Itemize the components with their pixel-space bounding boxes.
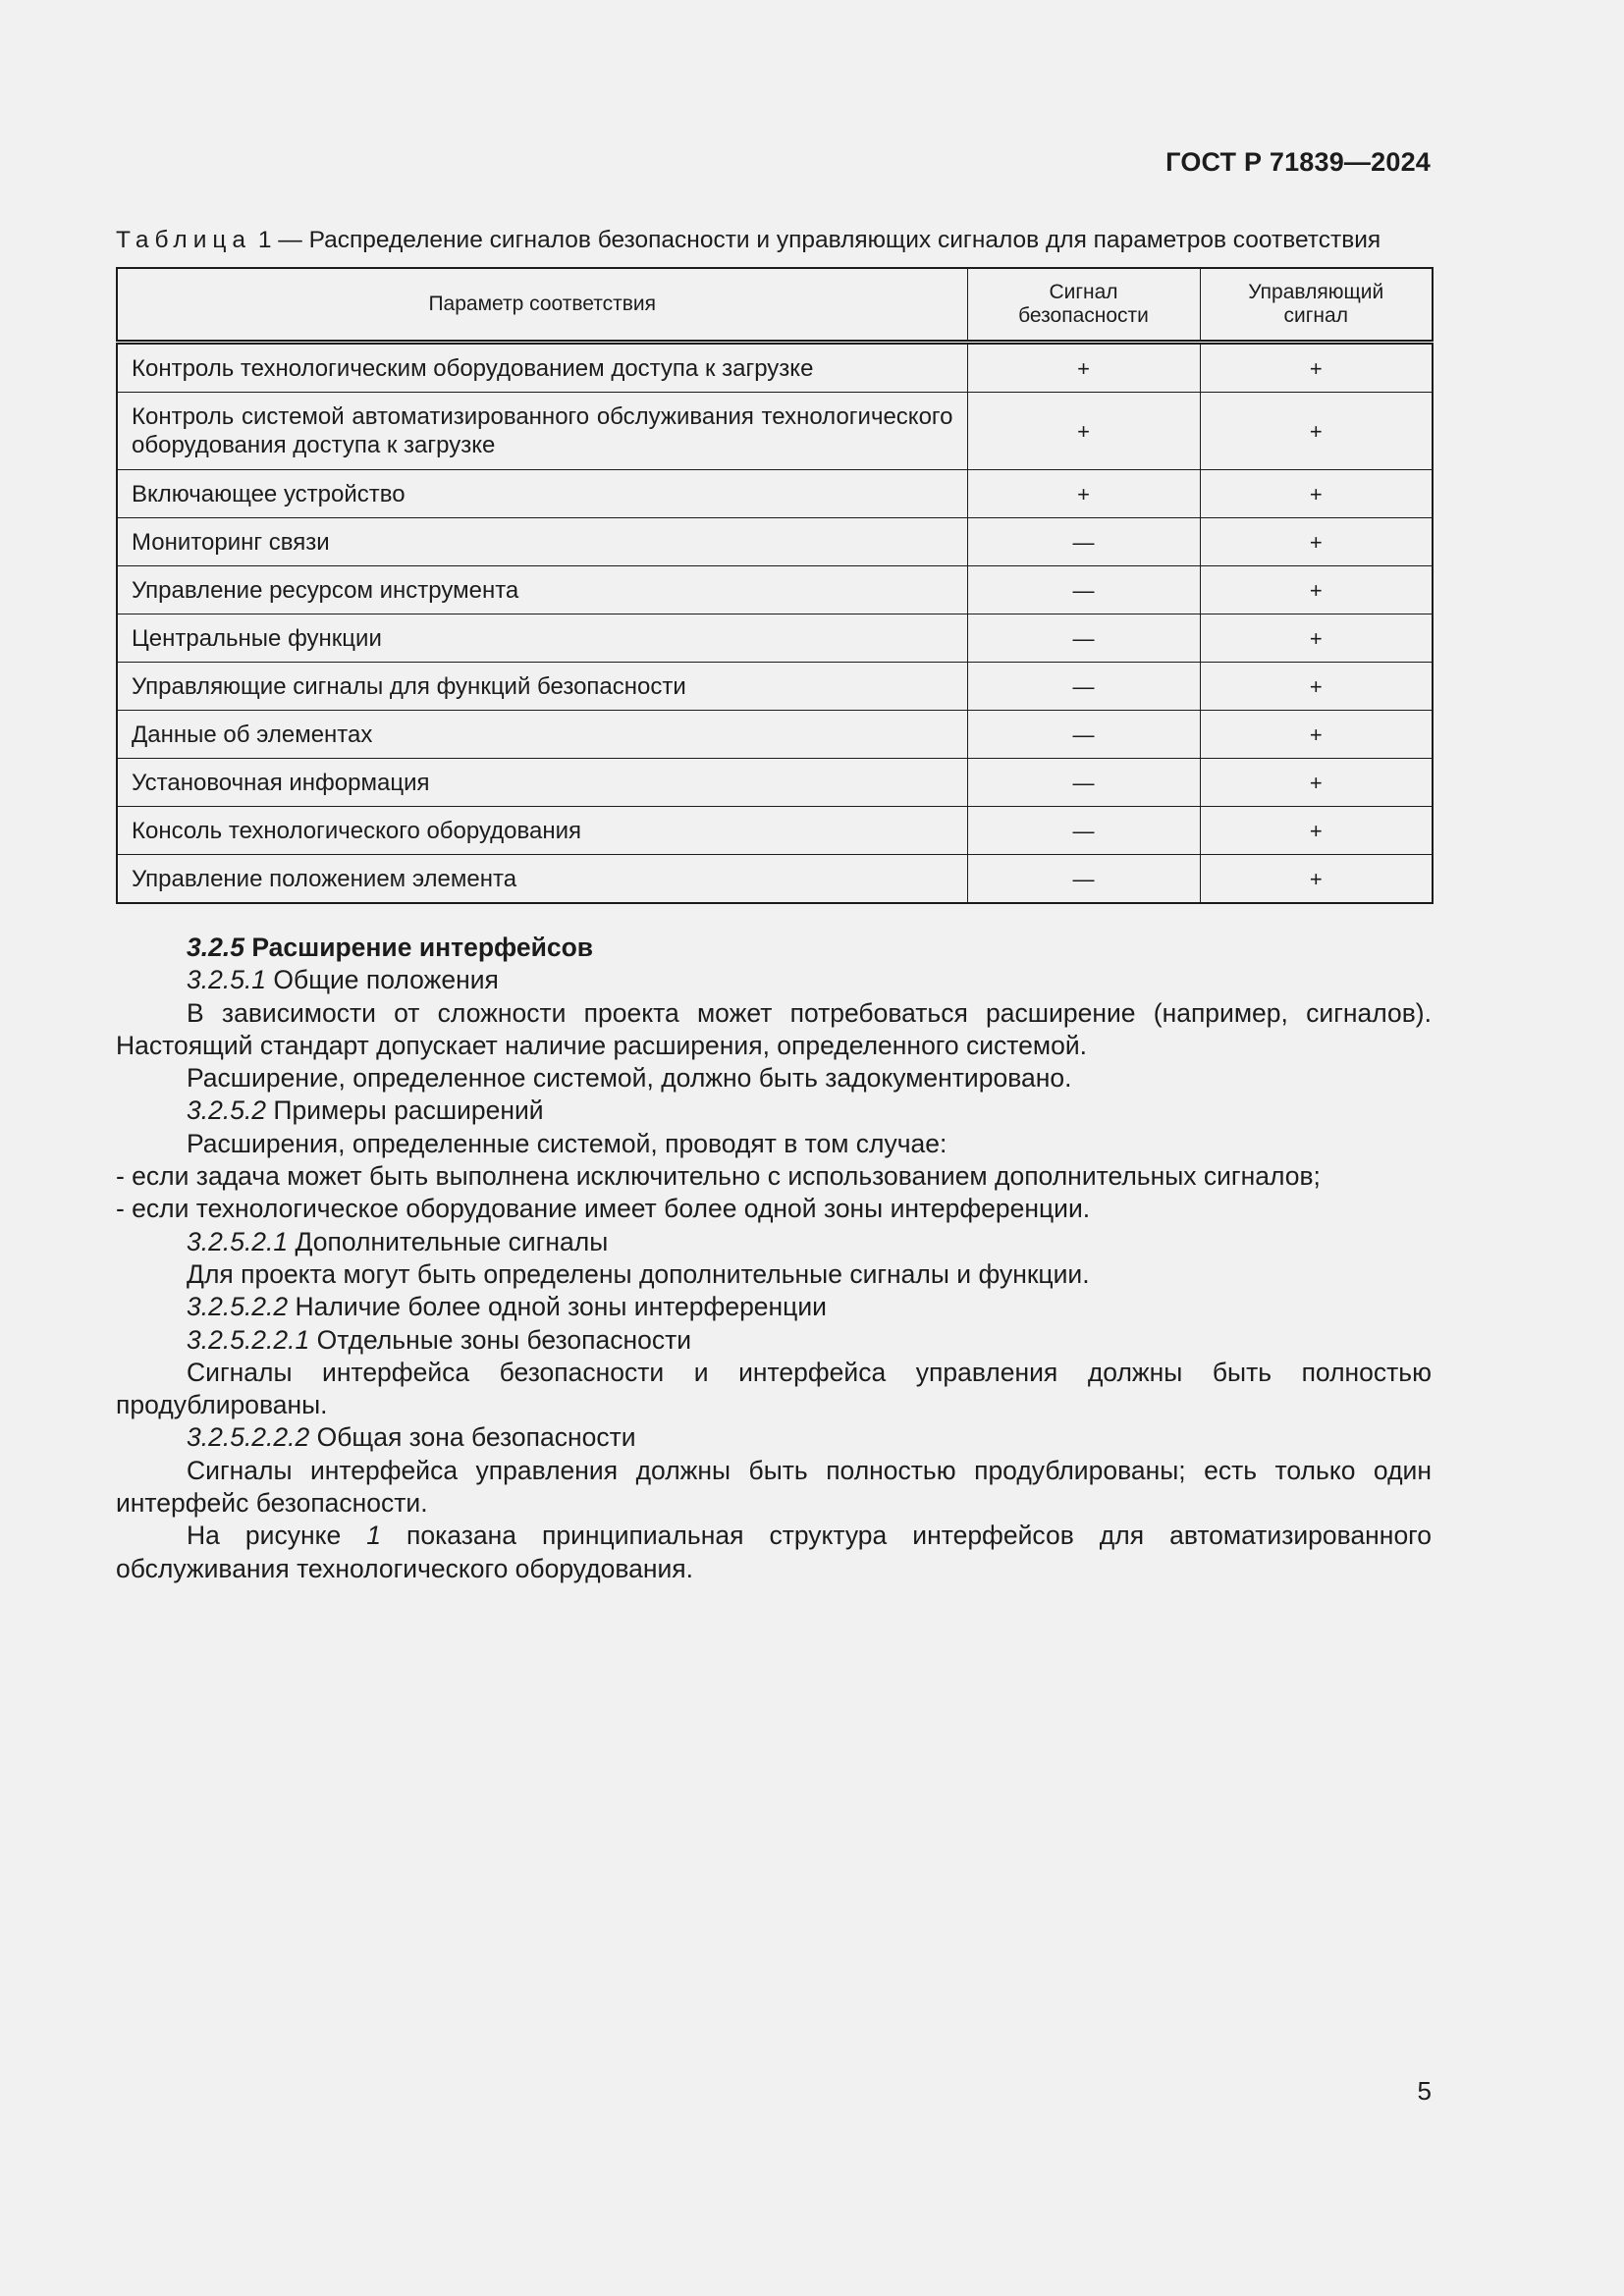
section-title: Расширение интерфейсов — [244, 933, 594, 962]
control-cell: + — [1200, 759, 1433, 807]
control-cell: + — [1200, 711, 1433, 759]
page-number: 5 — [1417, 2076, 1432, 2106]
figure-reference: 1 — [366, 1521, 381, 1551]
param-cell: Центральные функции — [117, 614, 967, 663]
control-cell: + — [1200, 614, 1433, 663]
safety-cell: — — [967, 807, 1200, 855]
safety-cell: — — [967, 518, 1200, 566]
paragraph: Расширение, определенное системой, должно быть задокументировано. — [187, 1063, 1072, 1094]
param-cell: Данные об элементах — [117, 711, 967, 759]
section-title: Дополнительные сигналы — [288, 1226, 609, 1256]
table-row — [117, 518, 1433, 566]
section-heading-3-2-5 — [116, 932, 1432, 964]
control-cell: + — [1200, 343, 1433, 393]
section-heading-3-2-5-2-2 — [116, 1291, 1432, 1323]
safety-cell: — — [967, 614, 1200, 663]
control-cell: + — [1200, 807, 1433, 855]
paragraph-text: показана принципиальная структура интерфейсов для автоматизированного обслуживания технологического оборудования. — [116, 1521, 1433, 1583]
control-cell: + — [1200, 393, 1433, 470]
signals-table — [116, 267, 1434, 904]
safety-cell: — — [967, 759, 1200, 807]
section-number: 3.2.5.2.2.2 — [187, 1422, 310, 1453]
section-heading-3-2-5-2 — [116, 1095, 1432, 1127]
table-row — [117, 855, 1433, 904]
table-caption-text: 1 — Распределение сигналов безопасности и управляющих сигналов для параметров соответствия — [251, 227, 1381, 253]
document-id: ГОСТ Р 71839—2024 — [1165, 147, 1431, 177]
control-cell: + — [1200, 518, 1433, 566]
list-item: - если задача может быть выполнена исключительно с использованием дополнительных сигналов; — [116, 1161, 1321, 1192]
param-cell: Управление ресурсом инструмента — [117, 566, 967, 614]
table-row — [117, 343, 1433, 393]
header-parameter: Параметр соответствия — [117, 268, 967, 343]
table-row — [117, 614, 1433, 663]
safety-cell: — — [967, 855, 1200, 904]
control-cell: + — [1200, 663, 1433, 711]
paragraph: Расширения, определенные системой, проводят в том случае: — [187, 1128, 947, 1158]
paragraph: В зависимости от сложности проекта может потребоваться расширение (например, сигналов). Настоящий стандарт допускает наличие расширения, определенного системой. — [116, 997, 1432, 1060]
safety-cell: + — [967, 393, 1200, 470]
section-number: 3.2.5.2.2.1 — [187, 1324, 310, 1355]
table-caption — [116, 227, 1380, 254]
section-title: Отдельные зоны безопасности — [309, 1324, 692, 1355]
table-row — [117, 470, 1433, 518]
table-row — [117, 759, 1433, 807]
list-item: - если технологическое оборудование имеет более одной зоны интерференции. — [116, 1194, 1091, 1224]
table-caption-label: Таблица — [116, 227, 252, 253]
header-control-signal — [1200, 268, 1433, 343]
section-number: 3.2.5.1 — [187, 965, 267, 995]
section-number: 3.2.5.2 — [187, 1095, 267, 1126]
param-cell: Мониторинг связи — [117, 518, 967, 566]
section-number: 3.2.5.2.1 — [187, 1226, 289, 1256]
section-title: Наличие более одной зоны интерференции — [288, 1292, 827, 1322]
param-cell: Контроль системой автоматизированного обслуживания технологического оборудования доступа к загрузке — [117, 393, 967, 470]
safety-cell: — — [967, 566, 1200, 614]
safety-cell: — — [967, 711, 1200, 759]
header-control-signal-text: Управляющий сигнал — [1248, 281, 1384, 327]
safety-cell: + — [967, 470, 1200, 518]
param-cell: Установочная информация — [117, 759, 967, 807]
safety-cell: — — [967, 663, 1200, 711]
paragraph-figure-ref — [116, 1520, 1432, 1585]
table-row — [117, 663, 1433, 711]
document-body — [116, 932, 1432, 1585]
table-row — [117, 393, 1433, 470]
table-header-row — [117, 268, 1433, 343]
table-row — [117, 807, 1433, 855]
param-cell: Контроль технологическим оборудованием доступа к загрузке — [117, 343, 967, 393]
param-cell: Консоль технологического оборудования — [117, 807, 967, 855]
section-heading-3-2-5-2-2-2 — [116, 1421, 1432, 1454]
control-cell: + — [1200, 566, 1433, 614]
section-number: 3.2.5.2.2 — [187, 1292, 289, 1322]
control-cell: + — [1200, 855, 1433, 904]
control-cell: + — [1200, 470, 1433, 518]
section-title: Общая зона безопасности — [309, 1422, 636, 1453]
section-number: 3.2.5 — [187, 933, 244, 962]
section-title: Примеры расширений — [266, 1095, 544, 1126]
safety-cell: + — [967, 343, 1200, 393]
paragraph: Для проекта могут быть определены дополнительные сигналы и функции. — [187, 1258, 1090, 1289]
section-heading-3-2-5-1 — [116, 964, 1432, 996]
paragraph-text: На рисунке — [187, 1521, 367, 1551]
param-cell: Управляющие сигналы для функций безопасности — [117, 663, 967, 711]
table-row — [117, 566, 1433, 614]
paragraph: Сигналы интерфейса безопасности и интерфейса управления должны быть полностью продублированы. — [116, 1357, 1432, 1420]
section-heading-3-2-5-2-2-1 — [116, 1324, 1432, 1357]
param-cell: Управление положением элемента — [117, 855, 967, 904]
section-title: Общие положения — [266, 965, 499, 995]
param-cell: Включающее устройство — [117, 470, 967, 518]
header-safety-signal — [967, 268, 1200, 343]
table-row — [117, 711, 1433, 759]
section-heading-3-2-5-2-1 — [116, 1226, 1432, 1258]
paragraph: Сигналы интерфейса управления должны быть полностью продублированы; есть только один интерфейс безопасности. — [116, 1455, 1432, 1519]
header-safety-signal-text: Сигнал безопасности — [1018, 281, 1149, 327]
